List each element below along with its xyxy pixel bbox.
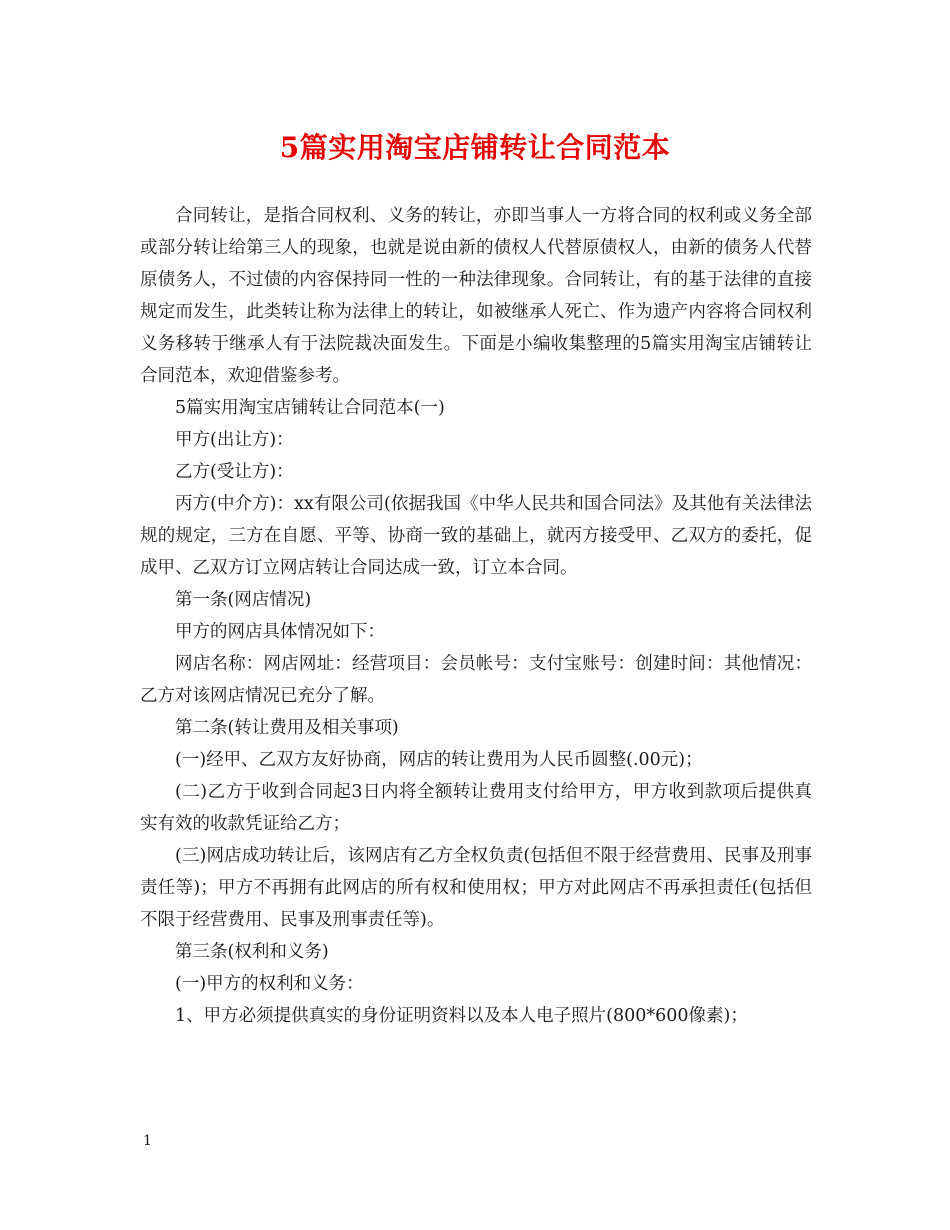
- document-title: 5篇实用淘宝店铺转让合同范本: [279, 131, 671, 164]
- paragraph-store-info-intro: 甲方的网店具体情况如下：: [175, 622, 385, 642]
- paragraph-party-c: 丙方(中介方)：xx有限公司(依据我国《中华人民共和国合同法》及其他有关法律法规的规定，三方在自愿、平等、协商一致的基础上，就丙方接受甲、乙双方的委托，促成甲、乙双方订立网店转让合同达成一致，订立本合同。: [140, 494, 812, 578]
- paragraph-clause-3-1-1: 1、甲方必须提供真实的身份证明资料以及本人电子照片(800*600像素)；: [175, 1006, 748, 1026]
- document-body: [140, 200, 812, 1032]
- page-number: 1: [143, 1133, 152, 1149]
- paragraph-article-3: 第三条(权利和义务): [175, 942, 329, 962]
- paragraph-clause-2-2: (二)乙方于收到合同起3日内将全额转让费用支付给甲方，甲方收到款项后提供真实有效的收款凭证给乙方；: [140, 782, 812, 834]
- paragraph-party-b: 乙方(受让方)：: [175, 462, 294, 482]
- paragraph-clause-3-1: (一)甲方的权利和义务：: [175, 974, 364, 994]
- paragraph-heading-1: 5篇实用淘宝店铺转让合同范本(一): [175, 398, 445, 418]
- paragraph-store-info: 网店名称：网店网址：经营项目：会员帐号：支付宝账号：创建时间：其他情况：乙方对该网店情况已充分了解。: [140, 654, 812, 706]
- paragraph-intro: 合同转让，是指合同权利、义务的转让，亦即当事人一方将合同的权利或义务全部或部分转让给第三人的现象，也就是说由新的债权人代替原债权人，由新的债务人代替原债务人，不过债的内容保持同一性的一种法律现象。合同转让，有的基于法律的直接规定而发生，此类转让称为法律上的转让，如被继承人死亡、作为遗产内容将合同权利义务移转于继承人有于法院裁决面发生。下面是小编收集整理的5篇实用淘宝店铺转让合同范本，欢迎借鉴参考。: [140, 206, 812, 386]
- paragraph-clause-2-3: (三)网店成功转让后，该网店有乙方全权负责(包括但不限于经营费用、民事及刑事责任等)；甲方不再拥有此网店的所有权和使用权；甲方对此网店不再承担责任(包括但不限于经营费用、民事及刑事责任等)。: [140, 846, 812, 930]
- paragraph-clause-2-1: (一)经甲、乙双方友好协商，网店的转让费用为人民币圆整(.00元)；: [175, 750, 703, 770]
- paragraph-article-1: 第一条(网店情况): [175, 590, 312, 610]
- paragraph-article-2: 第二条(转让费用及相关事项): [175, 718, 399, 738]
- paragraph-party-a: 甲方(出让方)：: [175, 430, 294, 450]
